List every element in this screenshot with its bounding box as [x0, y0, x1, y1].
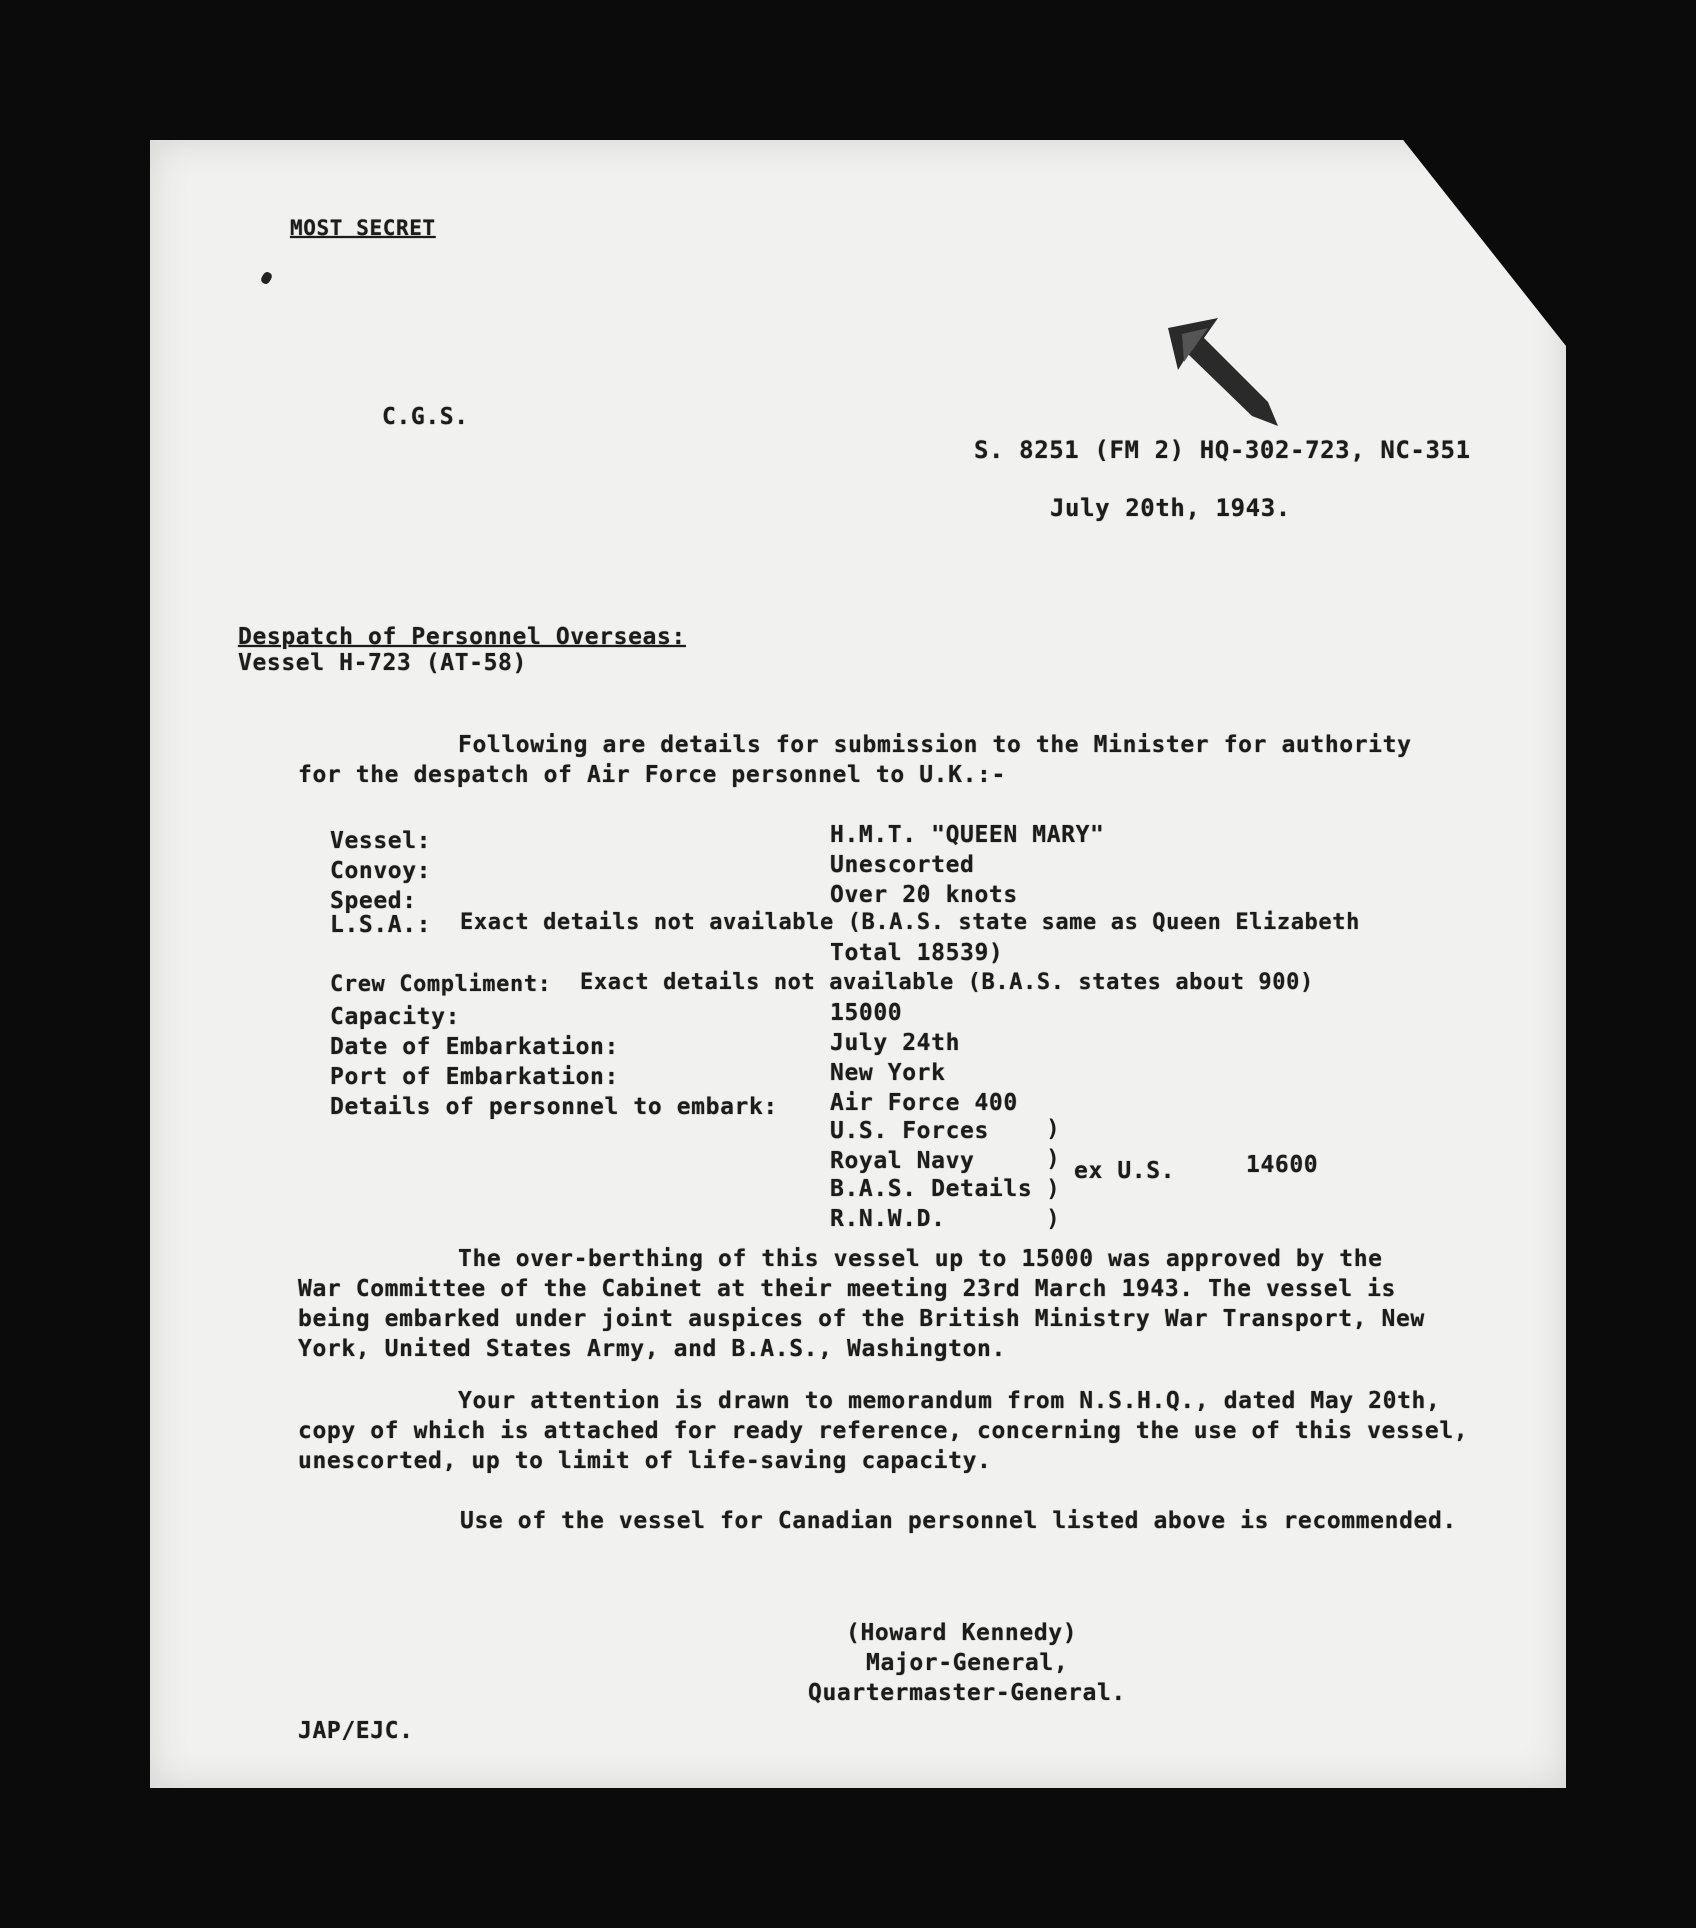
paragraph-approval: The over-berthing of this vessel up to 15000 was approved by the War Committee of the Cabinet at their meeting 23rd March 1943. The vessel is being embarked under joint auspices of the British Ministry War Transport, New York, United States Army, and B.A.S., Washington.	[298, 1246, 1425, 1362]
file-reference: S. 8251 (FM 2) HQ-302-723, NC-351	[974, 436, 1471, 464]
other-personnel-royal-navy: Royal Navy	[830, 1148, 975, 1174]
classification-heading: MOST SECRET	[290, 216, 436, 240]
detail-label-port-embarkation: Port of Embarkation:	[330, 1064, 619, 1090]
other-group-label: ex U.S.	[1074, 1158, 1176, 1184]
detail-label-crew: Crew Compliment:	[330, 972, 552, 997]
detail-value-vessel: H.M.T. "QUEEN MARY"	[830, 822, 1105, 848]
other-personnel-us-forces: U.S. Forces	[830, 1118, 989, 1144]
bracket-part: )	[1046, 1206, 1060, 1232]
typist-initials: JAP/EJC.	[298, 1718, 414, 1744]
detail-value-lsa-cont: Total 18539)	[830, 940, 1004, 966]
paragraph-recommendation: Use of the vessel for Canadian personnel listed above is recommended.	[460, 1508, 1457, 1534]
other-group-total: 14600	[1246, 1152, 1319, 1178]
bracket-part: )	[1046, 1176, 1060, 1202]
bracket-part: )	[1046, 1116, 1060, 1142]
detail-label-personnel: Details of personnel to embark:	[330, 1094, 778, 1120]
signature-title: Quartermaster-General.	[808, 1680, 1126, 1706]
other-personnel-rnwd: R.N.W.D.	[830, 1206, 946, 1232]
detail-value-lsa: Exact details not available (B.A.S. state same as Queen Elizabeth	[460, 910, 1360, 935]
detail-value-capacity: 15000	[830, 1000, 903, 1026]
detail-label-convoy: Convoy:	[330, 858, 432, 884]
addressee: C.G.S.	[382, 404, 469, 430]
subject-line-1: Despatch of Personnel Overseas:	[238, 624, 686, 650]
detail-label-speed: Speed:	[330, 888, 417, 914]
detail-value-personnel: Air Force 400	[830, 1090, 1018, 1116]
detail-value-speed: Over 20 knots	[830, 882, 1018, 908]
intro-paragraph: Following are details for submission to the Minister for authority for the despatch of Air Force personnel to U.K.:-	[298, 732, 1412, 788]
detail-value-date-embarkation: July 24th	[830, 1030, 961, 1056]
bracket-part: )	[1046, 1146, 1060, 1172]
signature-rank: Major-General,	[866, 1650, 1069, 1676]
detail-label-vessel: Vessel:	[330, 828, 432, 854]
detail-label-date-embarkation: Date of Embarkation:	[330, 1034, 619, 1060]
subject-line-2: Vessel H-723 (AT-58)	[238, 650, 527, 676]
detail-label-capacity: Capacity:	[330, 1004, 461, 1030]
detail-value-convoy: Unescorted	[830, 852, 975, 878]
signature-name: (Howard Kennedy)	[846, 1620, 1078, 1646]
arrow-stamp-icon	[1168, 318, 1280, 430]
other-personnel-bas-details: B.A.S. Details	[830, 1176, 1033, 1202]
paragraph-memorandum: Your attention is drawn to memorandum from N.S.H.Q., dated May 20th, copy of which is attached for ready reference, concerning the use of this vessel, unescorted, up to limit of life-saving capacity.	[298, 1388, 1469, 1474]
letter-date: July 20th, 1943.	[1050, 494, 1291, 522]
detail-value-port-embarkation: New York	[830, 1060, 946, 1086]
detail-label-lsa: L.S.A.:	[330, 912, 432, 938]
detail-value-crew: Exact details not available (B.A.S. states about 900)	[580, 970, 1314, 995]
